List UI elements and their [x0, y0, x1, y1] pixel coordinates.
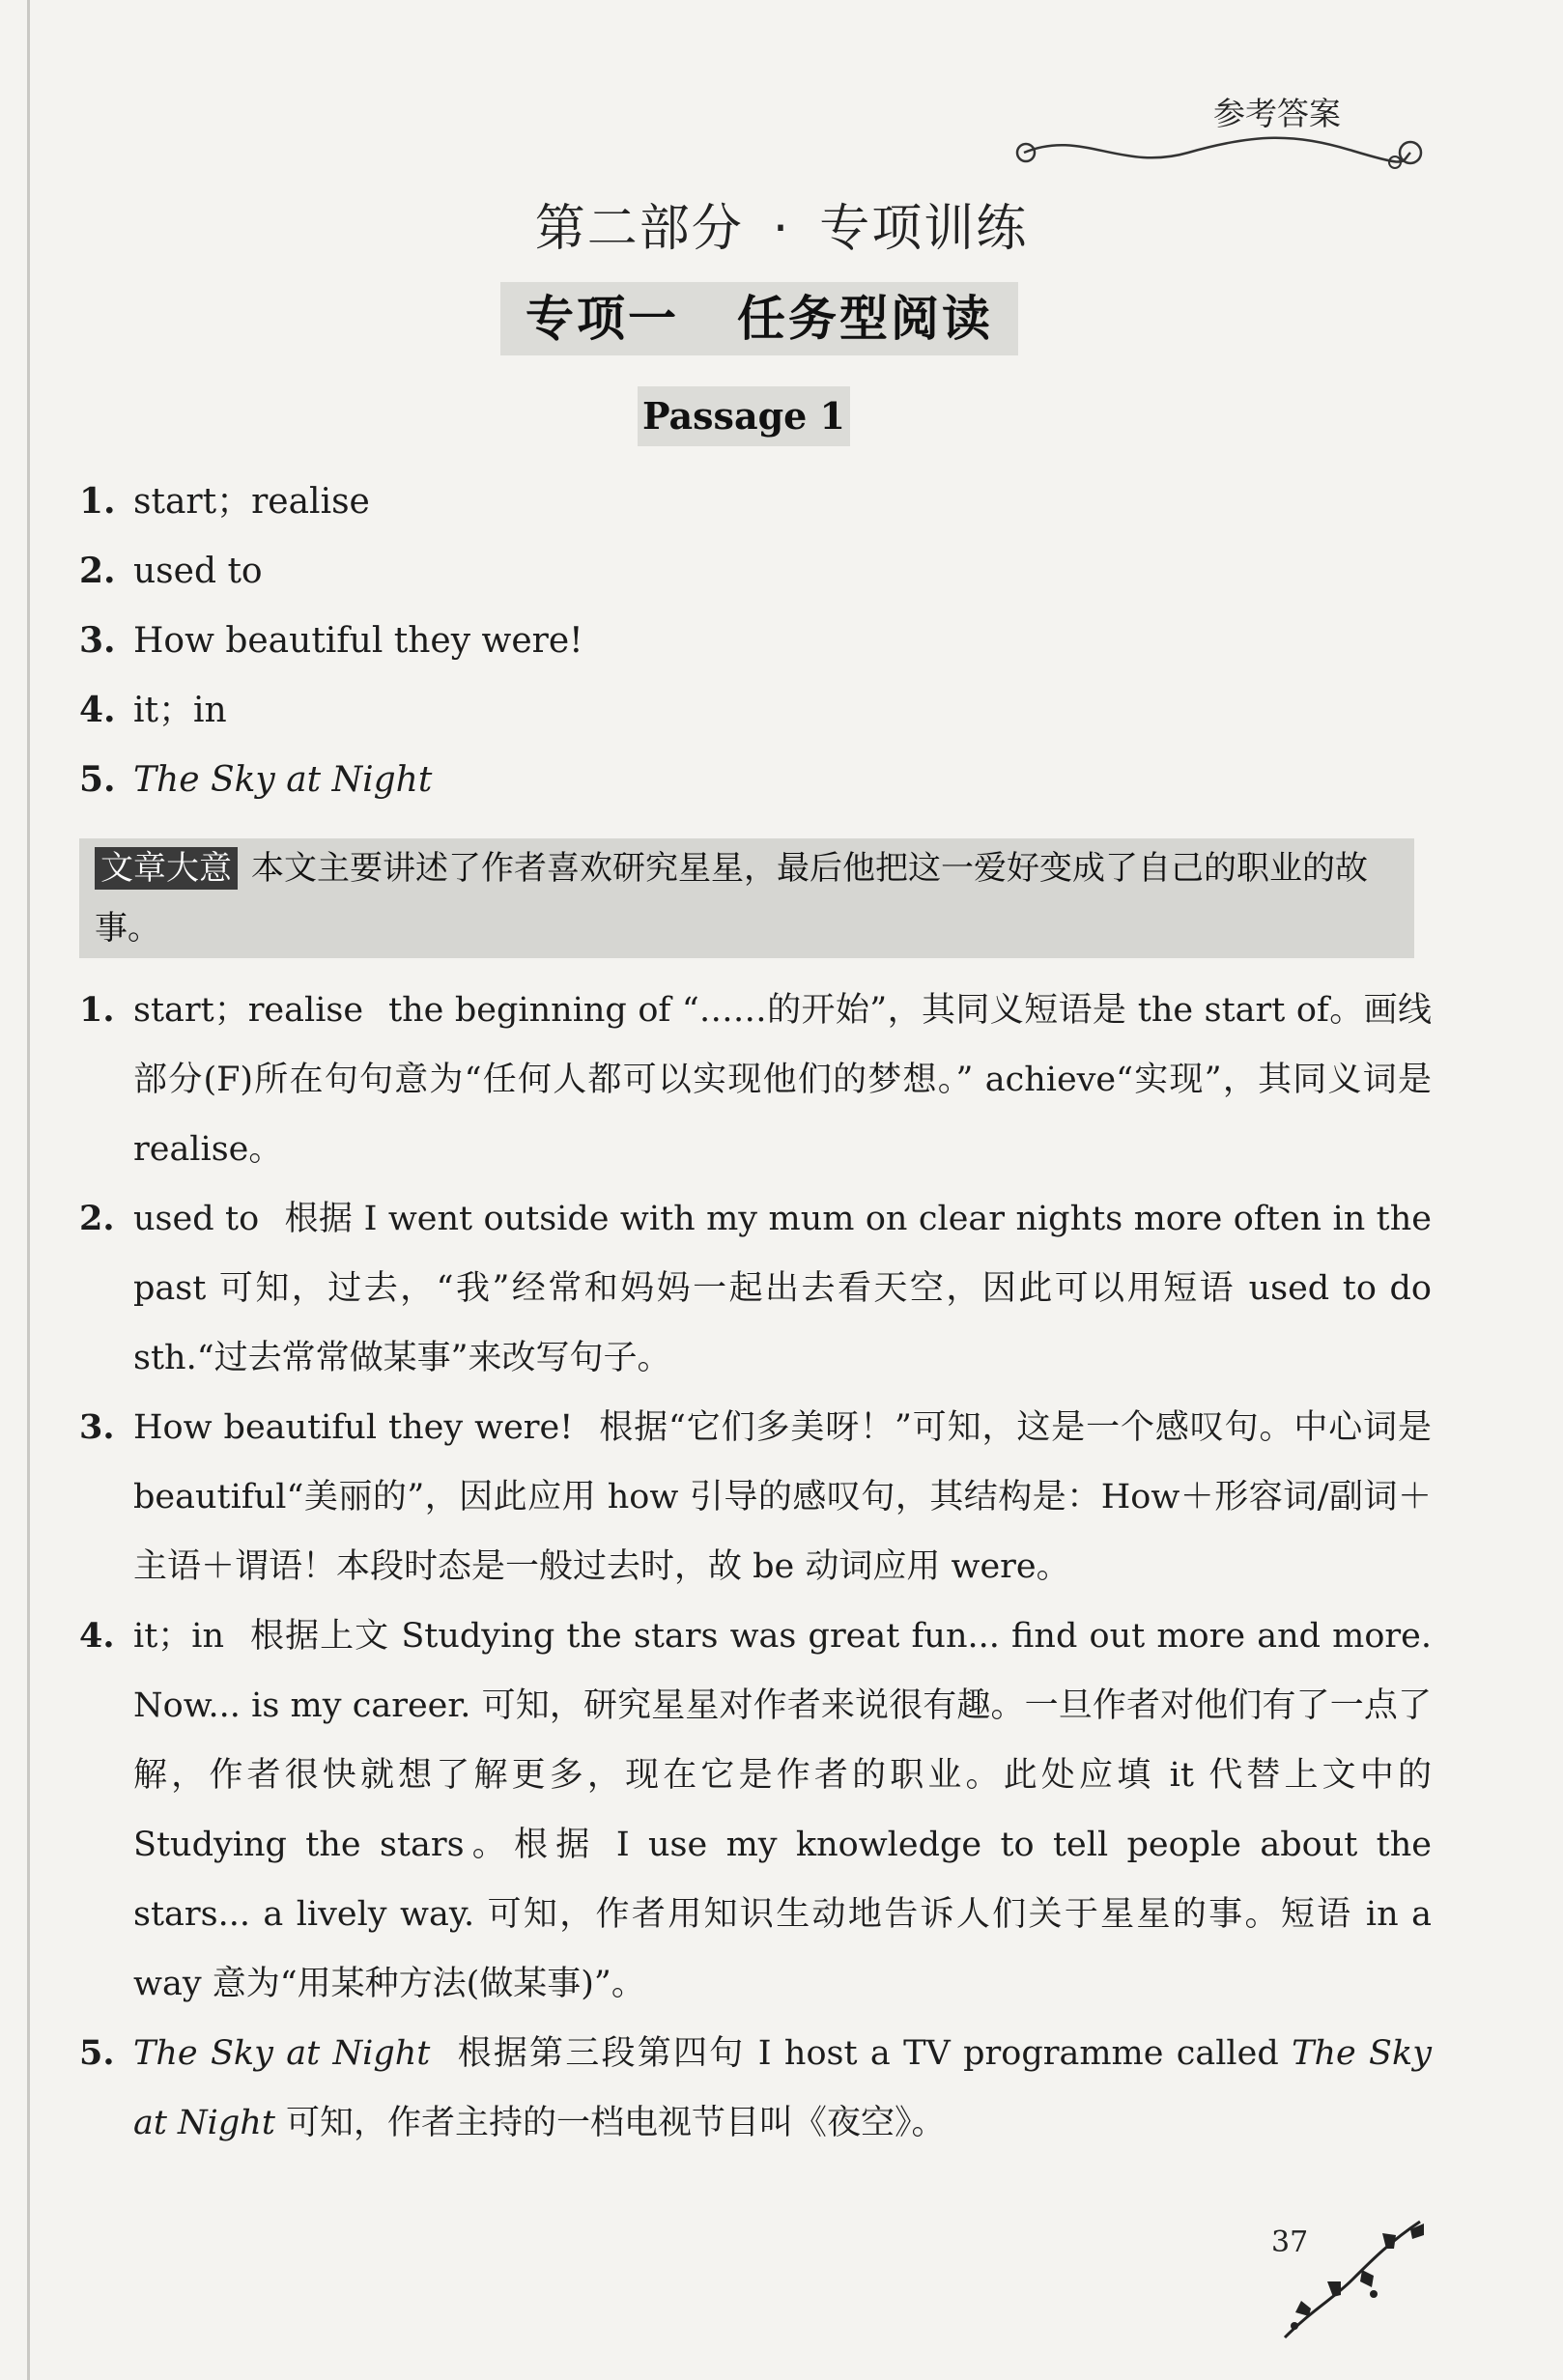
answer-item — [79, 473, 1432, 543]
answer-number: 3. — [79, 620, 116, 661]
explanation-number: 5. — [79, 2033, 115, 2073]
explanation-number: 1. — [79, 990, 115, 1030]
answer-list — [79, 473, 1432, 821]
passage-title: Passage 1 — [638, 386, 850, 446]
explanation-text: 根据上文 Studying the stars was great fun... find out more and more. Now... is my career. 可知，研究星星对作者来说很有趣。一旦作者对他们有了一点了解，作者很快就想了解更多，现在它是作者的职业。此处应填 it 代替上文中的 Studying the stars。根据 I use my knowledge to tell people about the stars... a lively way. 可知，作者用知识生动地告诉人们关于星星的事。短语 in a way 意为“用某种方法(做某事)”。 — [133, 1617, 1432, 2003]
answer-number: 2. — [79, 551, 116, 591]
page-spine — [27, 0, 30, 2380]
part-title-left: 第二部分 — [534, 200, 744, 258]
part-title-dot: · — [772, 200, 791, 258]
answer-text: used to — [133, 552, 263, 591]
explanation-text: 可知，作者主持的一档电视节目叫《夜空》。 — [274, 2104, 946, 2142]
explanation-answer: start；realise — [133, 991, 364, 1030]
header-swirl-ornament — [1005, 124, 1430, 182]
part-title — [0, 187, 1563, 260]
summary-text: 本文主要讲述了作者喜欢研究星星，最后他把这一爱好变成了自己的职业的故事。 — [95, 849, 1368, 948]
explanation-text: the beginning of “……的开始”，其同义短语是 the start of。画线部分(F)所在句句意为“任何人都可以实现他们的梦想。” achieve“实现”，其同义词是 realise。 — [133, 991, 1432, 1169]
section-title-left: 专项一 — [526, 291, 679, 347]
explanation-answer: it；in — [133, 1617, 224, 1656]
answer-item — [79, 612, 1432, 682]
section-title-right: 任务型阅读 — [737, 291, 993, 347]
explanation-list — [79, 976, 1432, 2158]
explanation-answer: The Sky at Night — [133, 2034, 431, 2073]
explanation-item — [79, 976, 1432, 1184]
explanation-number: 4. — [79, 1616, 115, 1656]
section-title — [500, 282, 1018, 355]
summary-tag: 文章大意 — [95, 847, 238, 890]
explanation-item — [79, 2019, 1432, 2158]
header-label: 参考答案 — [1213, 95, 1341, 132]
answer-item — [79, 751, 1432, 821]
answer-number: 5. — [79, 759, 116, 800]
answer-item — [79, 543, 1432, 612]
explanation-answer: used to — [133, 1200, 260, 1238]
answer-item — [79, 682, 1432, 751]
explanation-italic-title: The Sky at Night — [133, 2034, 1433, 2142]
answer-text: The Sky at Night — [133, 760, 433, 800]
answer-number: 1. — [79, 481, 116, 522]
explanation-text: 根据 I went outside with my mum on clear nights more often in the past 可知，过去，“我”经常和妈妈一起出去看天空，因此可以用短语 used to do sth.“过去常常做某事”来改写句子。 — [133, 1200, 1433, 1377]
explanation-number: 2. — [79, 1199, 115, 1238]
explanation-number: 3. — [79, 1407, 115, 1447]
explanation-item — [79, 1184, 1432, 1393]
explanation-item — [79, 1393, 1432, 1601]
summary-box — [79, 838, 1414, 958]
answer-text: it；in — [133, 691, 227, 730]
answer-number: 4. — [79, 690, 116, 730]
answer-text: start；realise — [133, 482, 370, 522]
vine-ornament-icon — [1265, 2202, 1430, 2347]
part-title-right: 专项训练 — [819, 200, 1029, 258]
explanation-text: 根据第三段第四句 I host a TV programme called — [455, 2034, 1293, 2073]
explanation-item — [79, 1601, 1432, 2019]
answer-text: How beautiful they were! — [133, 621, 583, 661]
explanation-answer: How beautiful they were! — [133, 1408, 574, 1447]
explanation-text: 根据“它们多美呀！”可知，这是一个感叹句。中心词是 beautiful“美丽的”，因此应用 how 引导的感叹句，其结构是：How＋形容词/副词＋主语＋谓语！本段时态是一般过去时，故 be 动词应用 were。 — [133, 1408, 1432, 1586]
page-number: 37 — [1271, 2225, 1309, 2259]
